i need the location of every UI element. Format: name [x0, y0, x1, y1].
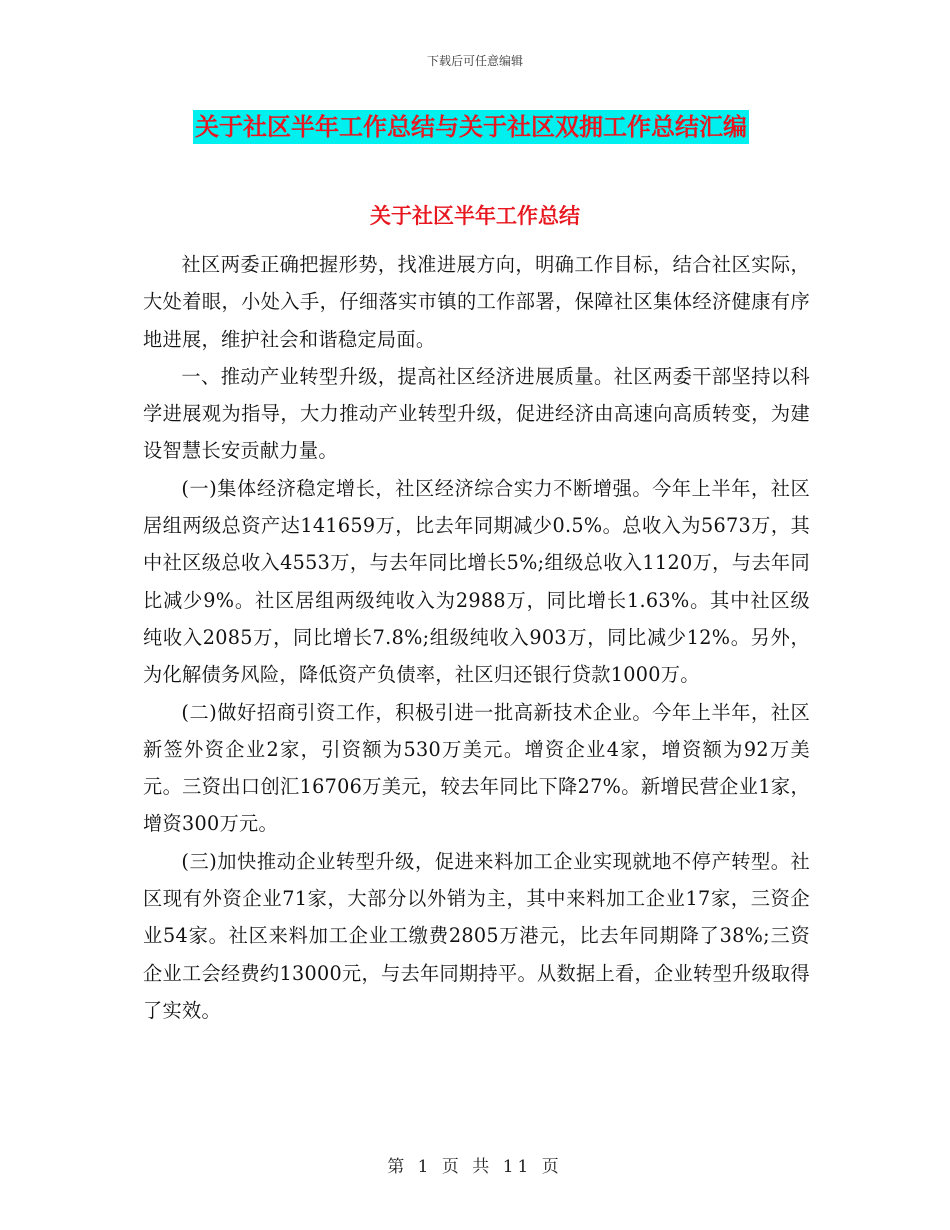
paragraph-item-1: (一)集体经济稳定增长，社区经济综合实力不断增强。今年上半年，社区居组两级总资产达141659万，比去年同期减少0.5%。总收入为5673万，其中社区级总收入4553万，与去年同比增长5%;组级总收入1120万，与去年同比减少9%。社区居组两级纯收入为2988万，同比增长1.63%。其中社区级纯收入2085万，同比增长7.8%;组级纯收入903万，同比减少12%。另外，为化解债务风险，降低资产负债率，社区归还银行贷款1000万。: [143, 476, 810, 687]
paragraph-intro: 社区两委正确把握形势，找准进展方向，明确工作目标，结合社区实际，大处着眼，小处入手，仔细落实市镇的工作部署，保障社区集体经济健康有序地进展，维护社会和谐稳定局面。: [143, 253, 810, 351]
main-title-wrap: [193, 110, 803, 144]
section-title: 关于社区半年工作总结: [370, 204, 580, 228]
header-note: 下载后可任意编辑: [426, 54, 523, 68]
main-title: 关于社区半年工作总结与关于社区双拥工作总结汇编: [193, 110, 749, 144]
paragraph-item-2: (二)做好招商引资工作，积极引进一批高新技术企业。今年上半年，社区新签外资企业2家，引资额为530万美元。增资企业4家，增资额为92万美元。三资出口创汇16706万美元，较去年同比下降27%。新增民营企业1家，增资300万元。: [143, 700, 810, 836]
page-footer: 第 1 页 共 11 页: [387, 1157, 563, 1177]
paragraph-item-3: (三)加快推动企业转型升级，促进来料加工企业实现就地不停产转型。社区现有外资企业71家，大部分以外销为主，其中来料加工企业17家，三资企业54家。社区来料加工企业工缴费2805万港元，比去年同期降了38%;三资企业工会经费约13000元，与去年同期持平。从数据上看，企业转型升级取得了实效。: [143, 849, 810, 1022]
paragraph-section-1: 一、推动产业转型升级，提高社区经济进展质量。社区两委干部坚持以科学进展观为指导，大力推动产业转型升级，促进经济由高速向高质转变，为建设智慧长安贡献力量。: [143, 364, 810, 463]
body-text: [143, 246, 810, 1029]
